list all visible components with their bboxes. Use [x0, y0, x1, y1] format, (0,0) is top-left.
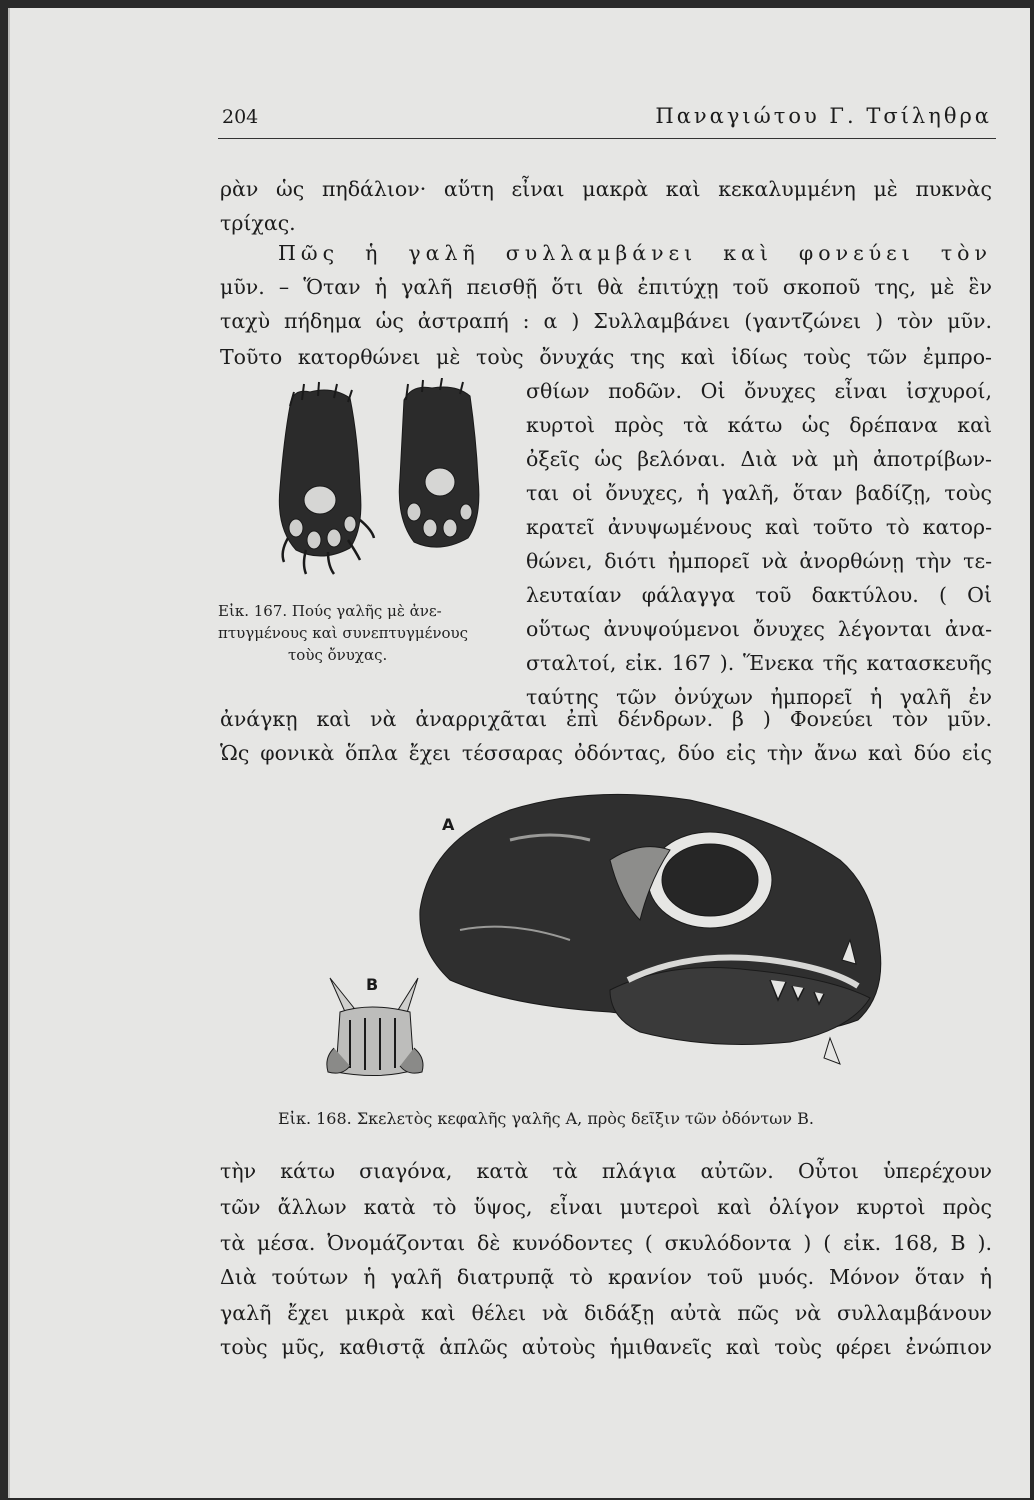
text-line: θώνει, διότι ἠμπορεῖ νὰ ἀνορθώνῃ τὴν τε-	[526, 549, 992, 573]
figure-168-caption: Εἰκ. 168. Σκελετὸς κεφαλῆς γαλῆς Α, πρὸς δεῖξιν τῶν ὀδόντων Β.	[278, 1109, 814, 1128]
text-line: τῶν ἄλλων κατὰ τὸ ὕψος, εἶναι μυτεροὶ καὶ ὀλίγον κυρτοὶ πρὸς	[220, 1195, 992, 1219]
paw-extended-claws	[279, 382, 374, 574]
running-head: Παναγιώτου Γ. Τσίληθρα	[655, 104, 992, 128]
figure-168-cat-skull	[310, 780, 910, 1095]
skull-illustration-a	[420, 794, 881, 1064]
text-line: Ὡς φονικὰ ὅπλα ἔχει τέσσαρας ὀδόντας, δύο εἰς τὴν ἄνω καὶ δύο εἰς	[220, 741, 992, 765]
text-line: ρὰν ὡς πηδάλιον· αὕτη εἶναι μακρὰ καὶ κεκαλυμμένη μὲ πυκνὰς	[220, 177, 992, 201]
text-line: ταύτης τῶν ὀνύχων ἠμπορεῖ ἡ γαλῆ ἐν	[526, 685, 992, 709]
text-line: κυρτοὶ πρὸς τὰ κάτω ὡς δρέπανα καὶ	[526, 413, 992, 437]
text-line: Τοῦτο κατορθώνει μὲ τοὺς ὄνυχάς της καὶ ἰδίως τοὺς τῶν ἐμπρο-	[220, 345, 992, 369]
paw-retracted-claws	[399, 378, 479, 547]
page-number: 204	[222, 106, 259, 128]
figure-167-cat-paws	[262, 378, 492, 588]
text-line: ται οἱ ὄνυχες, ἡ γαλῆ, ὅταν βαδίζῃ, τοὺς	[526, 481, 992, 505]
page-header	[218, 100, 996, 139]
label-a: Α	[442, 815, 455, 834]
text-line: κρατεῖ ἀνυψωμένους καὶ τοῦτο τὸ κατορ-	[526, 515, 992, 539]
text-line: τοὺς μῦς, καθιστᾷ ἁπλῶς αὐτοὺς ἡμιθανεῖς καὶ τοὺς φέρει ἐνώπιον	[220, 1335, 992, 1359]
text-line: σθίων ποδῶν. Οἱ ὄνυχες εἶναι ἰσχυροί,	[526, 379, 992, 403]
text-line: μῦν. – Ὅταν ἡ γαλῆ πεισθῇ ὅτι θὰ ἐπιτύχῃ τοῦ σκοποῦ της, μὲ ἓν	[220, 275, 992, 299]
text-line: ἀνάγκῃ καὶ νὰ ἀναρριχᾶται ἐπὶ δένδρων. β ) Φονεύει τὸν μῦν.	[220, 707, 992, 731]
caption-line: Εἰκ. 167. Πούς γαλῆς μὲ ἀνε-	[218, 602, 442, 620]
text-line: ὀξεῖς ὡς βελόναι. Διὰ νὰ μὴ ἀποτρίβων-	[526, 447, 992, 471]
label-b: Β	[366, 975, 379, 994]
text-line: τὰ μέσα. Ὀνομάζονται δὲ κυνόδοντες ( σκυλόδοντα ) ( εἰκ. 168, Β ).	[220, 1231, 992, 1255]
text-line: ταχὺ πήδημα ὡς ἀστραπή : α ) Συλλαμβάνει (γαντζώνει ) τὸν μῦν.	[220, 309, 992, 333]
text-line: λευταίαν φάλαγγα τοῦ δακτύλου. ( Οἱ	[526, 583, 992, 607]
text-line: τρίχας.	[220, 211, 296, 235]
caption-line: τοὺς ὄνυχας.	[288, 646, 388, 664]
text-line: τὴν κάτω σιαγόνα, κατὰ τὰ πλάγια αὐτῶν. Οὗτοι ὑπερέχουν	[220, 1159, 992, 1183]
text-line: οὕτως ἀνυψούμενοι ὄνυχες λέγονται ἀνα-	[526, 617, 992, 641]
caption-line: πτυγμένους καὶ συνεπτυγμένους	[218, 624, 469, 642]
figure-167-caption	[218, 600, 518, 666]
text-line: γαλῆ ἔχει μικρὰ καὶ θέλει νὰ διδάξῃ αὐτὰ πῶς νὰ συλλαμβάνουν	[220, 1301, 992, 1325]
text-line: Διὰ τούτων ἡ γαλῆ διατρυπᾷ τὸ κρανίον τοῦ μυός. Μόνον ὅταν ἡ	[220, 1265, 992, 1289]
section-heading: Πῶς ἡ γαλῆ συλλαμβάνει καὶ φονεύει τὸν	[278, 241, 992, 265]
text-line: σταλτοί, εἰκ. 167 ). Ἕνεκα τῆς κατασκευῆς	[526, 651, 992, 675]
